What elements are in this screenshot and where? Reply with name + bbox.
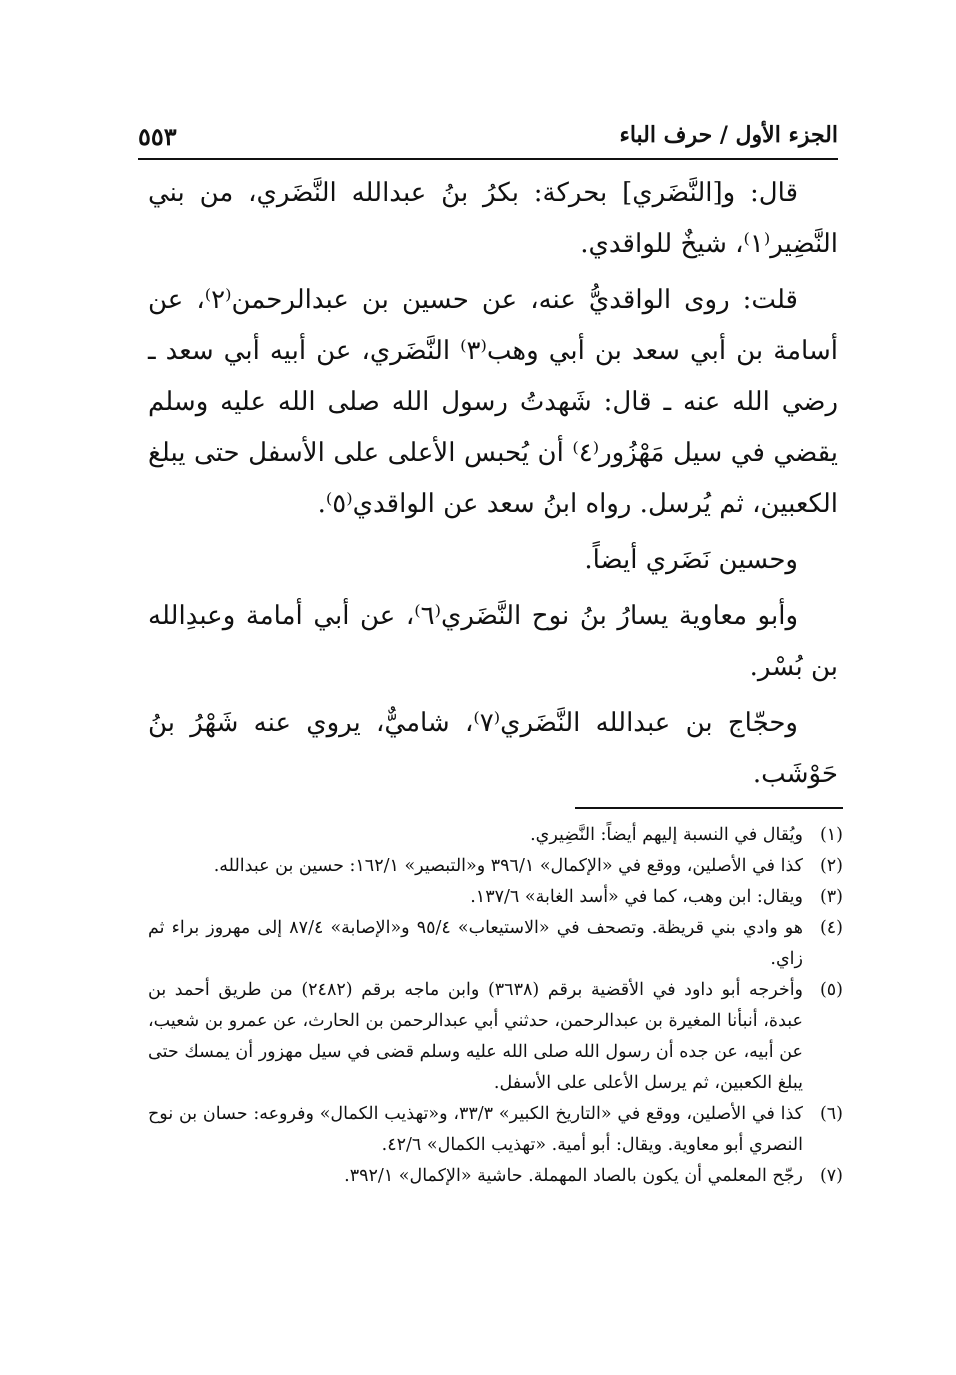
footnote-text: كذا في الأصلين، ووقع في «الإكمال» ٣٩٦/١ و«التبصير» ١٦٢/١: حسين بن عبدالله. — [213, 856, 803, 876]
paragraph: وأبو معاوية يسارُ بنُ نوح النَّضَري⁽٦⁾، عن أبي أمامة وعبدِالله بن بُسْر. — [148, 601, 838, 682]
footnote-text: وأخرجه أبو داود في الأقضية برقم (٣٦٣٨) وابن ماجه برقم (٢٤٨٢) من طريق أحمد بن عبدة، أنبأنا المغيرة بن عبدالرحمن، حدثني أبي عبدالرحمن بن الحارث، عن عمرو بن شعيب، عن أبيه، عن جده أن رسول الله صلى الله عليه وسلم قضى في سيل مهزور أن يمسك حتى يبلغ الكعبين، ثم يرسل الأعلى على الأسفل. — [148, 980, 804, 1093]
footnote-number: (٦) — [819, 1104, 843, 1124]
footnote-number: (٧) — [819, 1166, 843, 1186]
footnote-number: (١) — [819, 825, 843, 845]
page-number: ٥٥٣ — [138, 122, 177, 151]
footnote — [148, 820, 843, 851]
footnote-text: هو وادي بني قريظة. وتصحف في «الاستيعاب» ٩٥/٤ و«الإصابة» ٨٧/٤ إلى مهروز براء ثم زاي. — [148, 918, 803, 969]
footnote-number: (٣) — [819, 887, 843, 907]
footnote — [148, 1099, 843, 1161]
paragraph: قال: و[النَّضَري] بحركة: بكرُ بنُ عبدالله النَّضَري، من بني النَّضِير⁽١⁾، شيخٌ للواقدي. — [148, 178, 838, 259]
footnote — [148, 851, 843, 882]
running-title: الجزء الأول / حرف الباء — [619, 122, 838, 148]
footnote-text: رجّح المعلمي أن يكون بالصاد المهملة. حاشية «الإكمال» ٣٩٢/١. — [344, 1166, 803, 1186]
header-rule — [138, 158, 838, 160]
paragraph: وحسين نَضَري أيضاً. — [584, 545, 798, 575]
main-text — [148, 168, 838, 805]
footnotes — [148, 820, 843, 1192]
footnote-text: كذا في الأصلين، ووقع في «التاريخ الكبير» ٣٣/٣، و«تهذيب الكمال» وفروعه: حسان بن نوح النصري أبو معاوية. ويقال: أبو أمية. «تهذيب الكمال» ٤٢/٦. — [148, 1104, 803, 1155]
footnote-text: ويقال: ابن وهب، كما في «أسد الغابة» ١٣٧/٦. — [470, 887, 803, 907]
paragraph: وحجّاج بن عبدالله النَّضَري⁽٧⁾، شاميٌّ، يروي عنه شَهْرُ بنُ حَوْشَب. — [148, 708, 838, 789]
footnote — [148, 975, 843, 1099]
footnote-number: (٥) — [819, 980, 843, 1000]
footnote — [148, 882, 843, 913]
footnote — [148, 913, 843, 975]
page-header — [138, 118, 838, 158]
footnote-number: (٢) — [819, 856, 843, 876]
footnote-rule — [575, 807, 843, 809]
footnote-number: (٤) — [819, 918, 843, 938]
footnote — [148, 1161, 843, 1192]
footnote-text: ويُقال في النسبة إليهم أيضاً: النَّضِيري. — [530, 825, 803, 845]
paragraph: قلت: روى الواقديُّ عنه، عن حسين بن عبدالرحمن⁽٢⁾، عن أسامة بن أبي سعد بن أبي وهب⁽٣⁾ النَّضَري، عن أبيه أبي سعد ـ رضي الله عنه ـ قال: شَهدتُ رسول الله صلى الله عليه وسلم يقضي في سيل مَهْزُور⁽٤⁾ أن يُحبس الأعلى على الأسفل حتى يبلغ الكعبين، ثم يُرسل. رواه ابنُ سعد عن الواقدي⁽٥⁾. — [148, 285, 838, 519]
